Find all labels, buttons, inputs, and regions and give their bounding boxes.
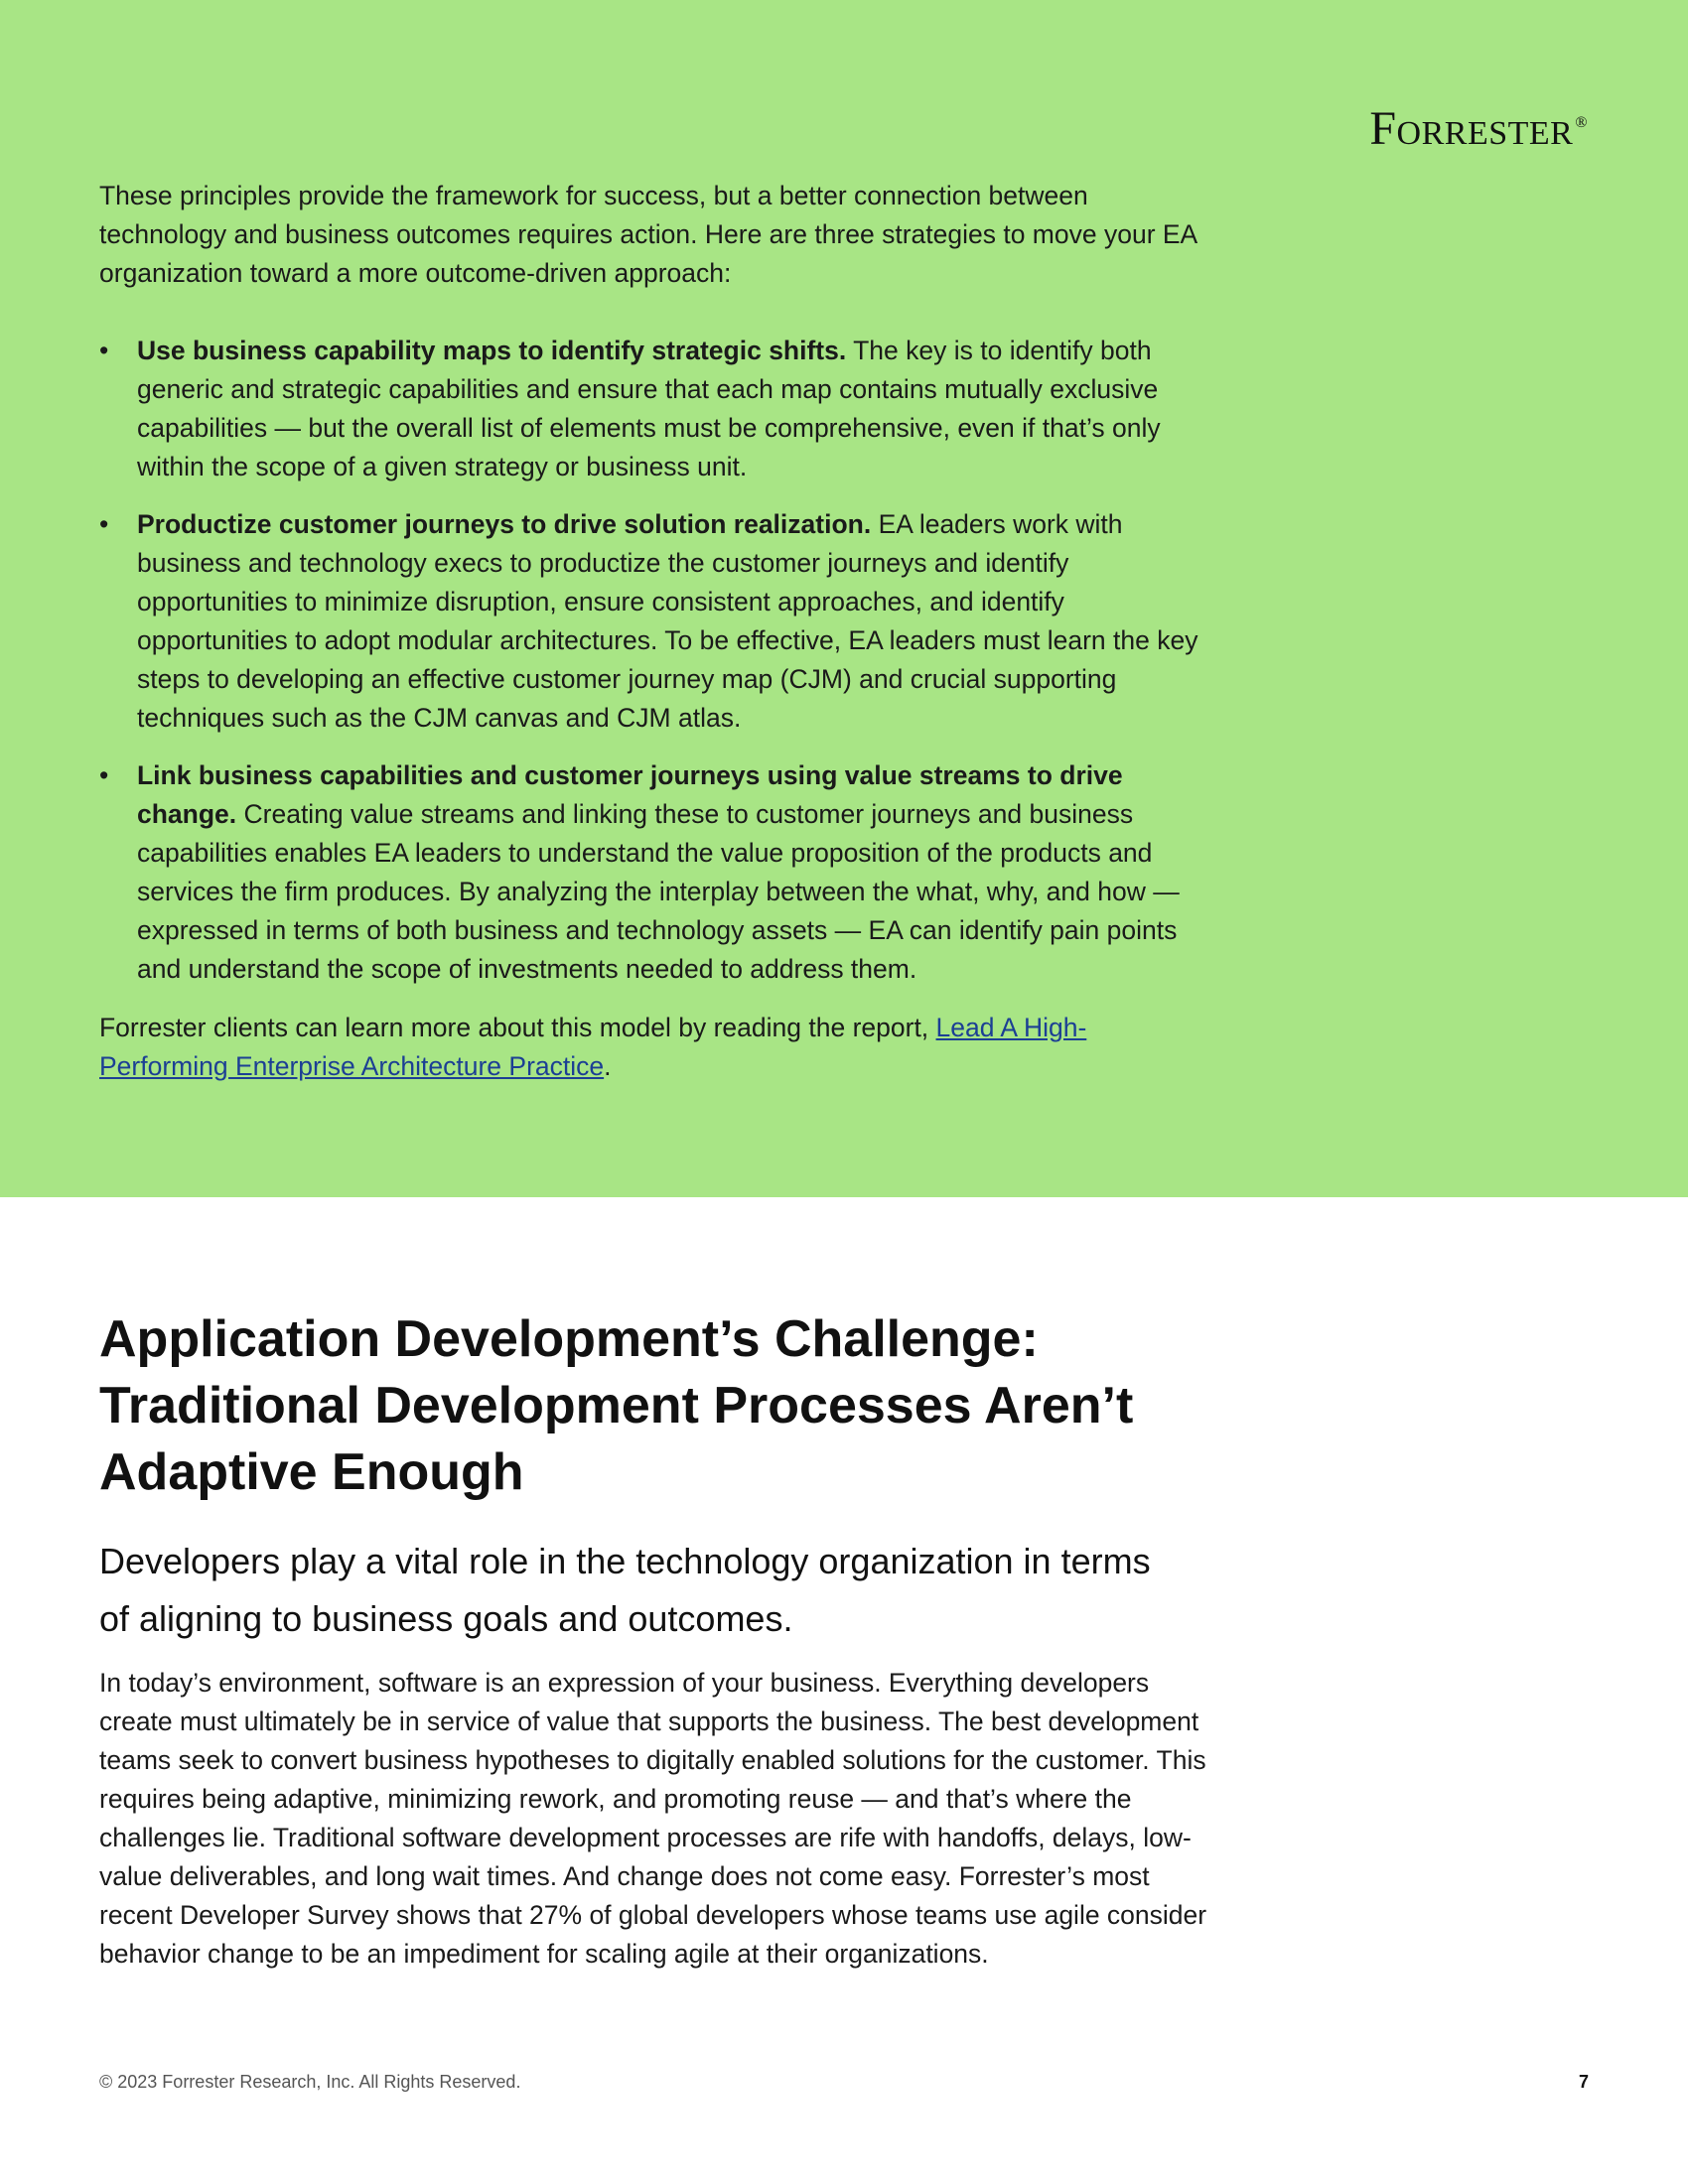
strategy-text: The key is to identify both generic and strategic capabilities and ensure that each map contains mutually exclusive capabilities — but the overall list of elements must be comprehensive, even if that’s only within the scope of a given strategy or business unit. [137, 336, 1161, 481]
strategies-section [99, 177, 1211, 1086]
strategy-lead: Use business capability maps to identify strategic shifts. [137, 336, 847, 365]
strategy-item-capability-maps [99, 332, 1211, 486]
section-body: In today’s environment, software is an expression of your business. Everything developers create must ultimately be in service of value that supports the business. The best development teams seek to convert business hypotheses to digitally enabled solutions for the customer. This requires being adaptive, minimizing rework, and promoting reuse — and that’s where the challenges lie. Traditional software development processes are rife with handoffs, delays, low-value deliverables, and long wait times. And change does not come easy. Forrester’s most recent Developer Survey shows that 27% of global developers whose teams use agile consider behavior change to be an impediment for scaling agile at their organizations. [99, 1668, 1207, 1969]
registered-mark: ® [1575, 114, 1588, 131]
closing-paragraph [99, 1009, 1211, 1086]
report-link[interactable]: Lead A High-Performing Enterprise Architecture Practice [99, 1013, 1087, 1081]
app-dev-section [99, 1306, 1211, 1974]
strategy-lead: Productize customer journeys to drive solution realization. [137, 509, 872, 539]
forrester-logo [1369, 102, 1588, 155]
intro-paragraph: These principles provide the framework for success, but a better connection between technology and business outcomes requires action. Here are three strategies to move your EA organization toward a more outcome-driven approach: [99, 181, 1196, 288]
section-title: Application Development’s Challenge: Traditional Development Processes Aren’t Adaptive Enough [99, 1310, 1134, 1501]
section-lede: Developers play a vital role in the technology organization in terms of aligning to business goals and outcomes. [99, 1541, 1151, 1639]
strategy-text: Creating value streams and linking these to customer journeys and business capabilities enables EA leaders to understand the value proposition of the products and services the firm produces. By analyzing the interplay between the what, why, and how — expressed in terms of both business and technology assets — EA can identify pain points and understand the scope of investments needed to address them. [137, 799, 1180, 984]
strategies-list [99, 332, 1211, 989]
strategy-lead: Link business capabilities and customer journeys using value streams to drive change. [137, 760, 1123, 829]
closing-suffix: . [604, 1051, 612, 1081]
logo-wordmark: Forrester [1369, 102, 1574, 155]
strategy-text: EA leaders work with business and technology execs to productize the customer journeys and identify opportunities to minimize disruption, ensure consistent approaches, and identify opportunities to adopt modular architectures. To be effective, EA leaders must learn the key steps to developing an effective customer journey map (CJM) and crucial supporting techniques such as the CJM canvas and CJM atlas. [137, 509, 1198, 733]
page-number: 7 [1578, 2072, 1589, 2092]
strategy-item-value-streams [99, 756, 1211, 989]
footer-copyright: © 2023 Forrester Research, Inc. All Rights Reserved. [99, 2072, 521, 2092]
strategy-item-customer-journeys [99, 505, 1211, 738]
closing-prefix: Forrester clients can learn more about this model by reading the report, [99, 1013, 936, 1042]
